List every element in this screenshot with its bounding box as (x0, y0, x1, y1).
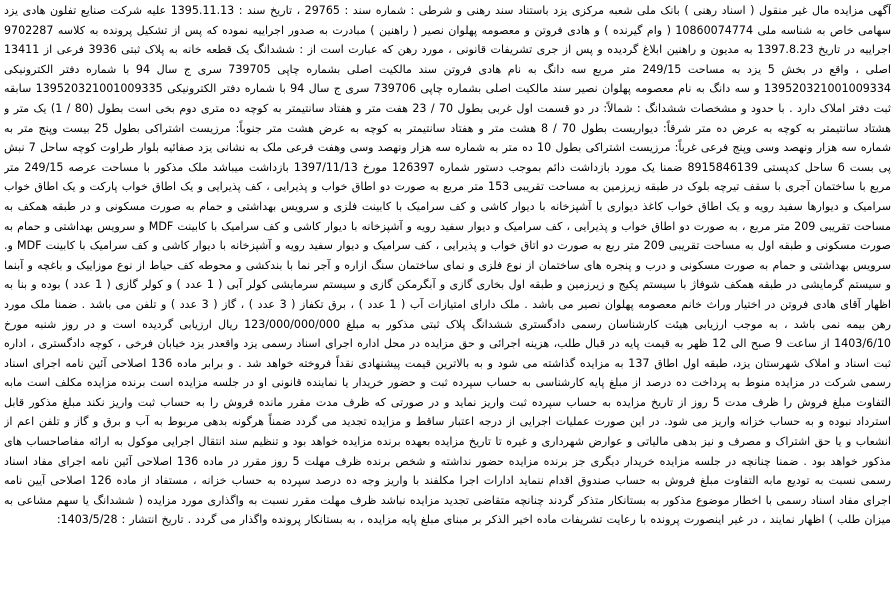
auction-notice-text: آگهی مزایده مال غیر منقول ( اسناد رهنی ) بانک ملی شعبه مرکزی یزد باستناد سند رهنی و شرطی : شماره سند : 29765 ، تاریخ سند : 1395.11.13 علیه شرکت صنایع تفلون هادی یزد سهامی خاص به شناسه ملی 10860074774 ( وام گیرنده ) و هادی فروتن و معصومه پهلوان نصیر ( راهنین ) مبادرت به صدور اجراییه نموده که پس از تشکیل پرونده به کلاسه 9702287 اجراییه در تاریخ 1397.8.23 به مدیون و راهنین ابلاغ گردیده و پس از جری تشریفات قانونی ، مورد رهن که عبارت است از : ششدانگ یک قطعه خانه به پلاک ثبتی 3936 فرعی از 13411 اصلی ، واقع در بخش 5 یزد به مساحت 249/15 متر مربع سه دانگ به نام هادی فروتن سند مالکیت اصلی بشماره چاپی 739705 سری ج سال 94 با شماره دفتر الکترونیکی 139520321001009334 و سه دانگ به نام معصومه پهلوان نصیر سند مالکیت اصلی بشماره چاپی 739706 سری ج سال 94 با شماره دفتر الکترونیکی 139520321001009335 سابقه ثبت دفتر املاک دارد . با حدود و مشخصات ششدانگ : شمالاً: در دو قسمت اول غربی بطول 70 / 23 هفت متر و هفتاد سانتیمتر به کوچه ده متری دوم بخی است بطول (80 / 1) یک متر و هشتاد سانتیمتر به کوچه به عرض ده متر شرقاً: دیواریست بطول 70 / 8 هشت متر و هفتاد سانتیمتر به کوچه به عرض هشت متر جنوباً: مرزیست اشتراکی بطول 25 بیست وپنج متر به شماره سه هزار ونهصد وسی وپنج فرعی غرباً: مرزیست اشتراکی بطول 10 ده متر به شماره سه هزار ونهصد وسی وهفت فرعی ملک به نشانی یزد صفائیه بلوار طراوت کوچه ساحل 7 نبش پی بست 6 ساحل کدپستی 8915846139 ضمنا یک مورد بازداشت دائم بموجب دستور شماره 126397 مورخ 1397/11/13 بازداشت میباشد ملک مذکور با مساحت عرصه 249/15 متر مربع با ساختمان آجری با سقف تیرچه بلوک در طبقه زیرزمین به مساحت تقریبی 153 متر مربع به صورت دو اطاق خواب و پذیرایی ، کف پذیرایی و یک اطاق خواب پارکت و یک اطاق خواب سرامیک و دیوارها سفید رویه و یک اطاق خواب کاغذ دیواری با آشپزخانه با دیوار کاشی و کف سرامیک با کابینت فلزی و سرویس بهداشتی و حمام به صورت مسکونی و در طبقه همکف به مساحت تقریبی 209 متر مربع ، به صورت دو اطاق خواب و پذیرایی ، کف سرامیک و دیوار سفید رویه و آشپزخانه با دیوار کاشی و کف سرامیک با کابینت MDF و سرویس بهداشتی و حمام به صورت مسکونی و طبقه اول به مساحت تقریبی 209 متر ربع به صورت دو اتاق خواب و پذیرایی ، کف سرامیک و دیوار سفید رویه و آشپزخانه با دیوار کاشی و کف سرامیک با کابینت MDF و. سرویس بهداشتی و حمام به صورت مسکونی و درب و پنجره های ساختمان از نوع فلزی و نمای ساختمان سنگ ازاره و آجر نما با بندکشی و محوطه کف حیاط از نوع موزاییک و باغچه و آبنما و سیستم گرمایشی در طبقه همکف شوفاژ با سیستم پکیج و زیرزمین و طبقه اول بخاری گازی و آبگرمکن گازی و سیستم سرمایشی کولر آبی ( 1 عدد ) و کولر گازی ( 1 عدد ) بوده و بنا به اظهار آقای هادی فروتن در اختیار وراث خانم معصومه پهلوان نصیر می باشد . ملک دارای امتیازات آب ( 1 عدد ) ، برق تکفاز ( 3 عدد ) ، گاز ( 3 عدد ) و تلفن می باشد . ضمنا ملک مورد رهن بیمه نمی باشد ، به موجب ارزیابی هیئت کارشناسان رسمی دادگستری ششدانگ پلاک ثبتی مذکور به مبلغ 123/000/000/000 ریال ارزیابی گردیده است و در روز شنبه مورخ 1403/6/10 از ساعت 9 صبح الی 12 ظهر به قیمت پایه در قبال طلب، هزینه اجرائی و حق مزایده در محل اداره اجرای اسناد رسمی یزد واقعدر یزد خیابان فرخی ، کوچه دادگستری ، اداره ثبت اسناد و املاک شهرستان یزد، طبقه اول اطاق 137 به مزایده گذاشته می شود و به بالاترین قیمت پیشنهادی نقداً فروخته خواهد شد . و برابر ماده 136 اصلاحی آئین نامه اجرای اسناد رسمی شرکت در مزایده منوط به پرداخت ده درصد از مبلغ پایه کارشناسی به حساب سپرده ثبت و حضور خریدار یا نماینده قانونی او در جلسه مزایده است برنده مزایده مکلف است مابه التفاوت مبلغ فروش را ظرف مدت 5 روز از تاریخ مزایده به حساب سپرده ثبت واریز نماید و در صورتی که ظرف مدت مقرر مانده فروش را به حساب ثبت واریز نکند مبلغ مذکور قابل استرداد نبوده و به حساب خزانه واریز می شود. در این صورت عملیات اجرایی از درجه اعتبار ساقط و مزایده تجدید می گردد ضمناً هرگونه بدهی مربوط به آب و برق و گاز و تلفن اعم از انشعاب و یا حق اشتراک و مصرف و نیز بدهی مالیاتی و عوارض شهرداری و غیره تا تاریخ مزایده بعهده برنده مزایده خواهد بود و تنظیم سند انتقال اجرایی موکول به ارائه مفاصاحساب های مذکور خواهد بود . ضمنا چنانچه در جلسه مزایده خریدار دیگری جز برنده مزایده حضور نداشته و شخص برنده ظرف مهلت 5 روز مقرر در ماده 136 اصلاحی آئین نامه اجرای مفاد اسناد رسمی نسبت به تودیع مابه التفاوت مبلغ فروش به حساب صندوق اقدام ننماید ادارات اجرا مکلفند با واریز وجه ده درصد سپرده به حساب خزانه ، مستفاد از ماده 126 اصلاحی آیین نامه اجرای مفاد اسناد رسمی با اخطار موضوع مذکور به بستانکار متذکر گردند چنانچه متقاضی تجدید مزایده نباشد ظرف مهلت مقرر نسبت به واگذاری مورد مزایده ( ششدانگ یا سهم مشاعی به میزان طلب ) اظهار نمایند ، در غیر اینصورت پرونده با رعایت تشریفات ماده اخیر الذکر بر مبنای مبلغ پایه مزایده ، به بستانکار پرونده واگذار می گردد . تاریخ انتشار : 1403/5/28: (4, 4, 891, 527)
auction-notice (4, 0, 891, 591)
